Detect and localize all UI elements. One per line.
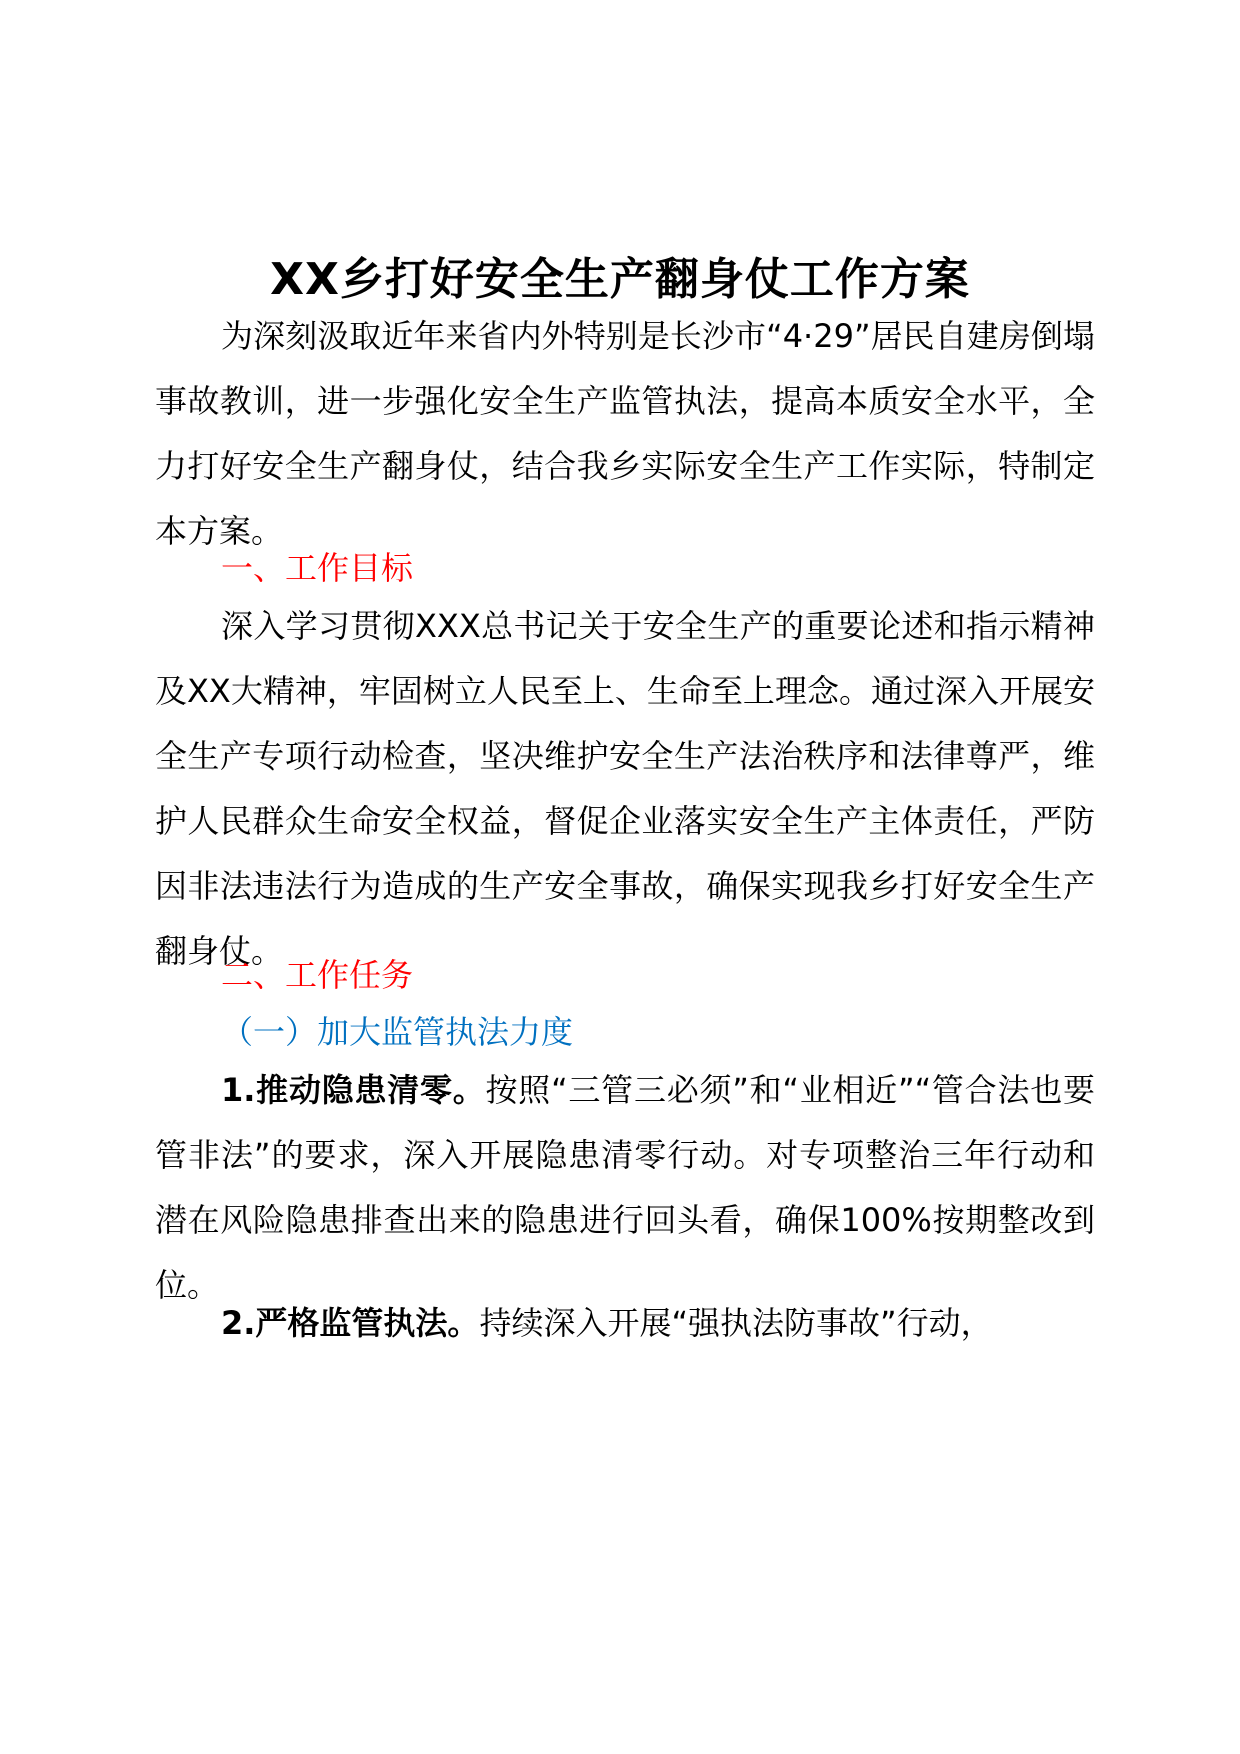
document-title: XX乡打好安全生产翻身仗工作方案 bbox=[270, 254, 970, 305]
task-item-1-text: 按照“三管三必须”和“业相近”“管合法也要管非法”的要求，深入开展隐患清零行动。对专项整治三年行动和潜在风险隐患排查出来的隐患进行回头看，确保100%按期整改到位。 bbox=[155, 1071, 1095, 1304]
task-item-1-lead: 1.推动隐患清零。 bbox=[221, 1071, 486, 1109]
intro-paragraph: 为深刻汲取近年来省内外特别是长沙市“4·29”居民自建房倒塌事故教训，进一步强化安全生产监管执法，提高本质安全水平，全力打好安全生产翻身仗，结合我乡实际安全生产工作实际，特制定本方案。 bbox=[155, 317, 1095, 550]
goals-paragraph: 深入学习贯彻XXX总书记关于安全生产的重要论述和指示精神及XX大精神，牢固树立人民至上、生命至上理念。通过深入开展安全生产专项行动检查，坚决维护安全生产法治秩序和法律尊严，维护人民群众生命安全权益，督促企业落实安全生产主体责任，严防因非法违法行为造成的生产安全事故，确保实现我乡打好安全生产翻身仗。 bbox=[155, 607, 1095, 970]
task-item-2-lead: 2.严格监管执法。 bbox=[221, 1304, 480, 1342]
task-item-2 bbox=[155, 1291, 1095, 1356]
task-item-1 bbox=[155, 1058, 1095, 1318]
section-heading-tasks: 二、工作任务 bbox=[221, 956, 414, 994]
subsection-heading-enforcement: （一）加大监管执法力度 bbox=[221, 1013, 574, 1051]
section-heading-goals: 一、工作目标 bbox=[221, 549, 414, 587]
task-item-2-text: 持续深入开展“强执法防事故”行动， bbox=[479, 1304, 993, 1342]
